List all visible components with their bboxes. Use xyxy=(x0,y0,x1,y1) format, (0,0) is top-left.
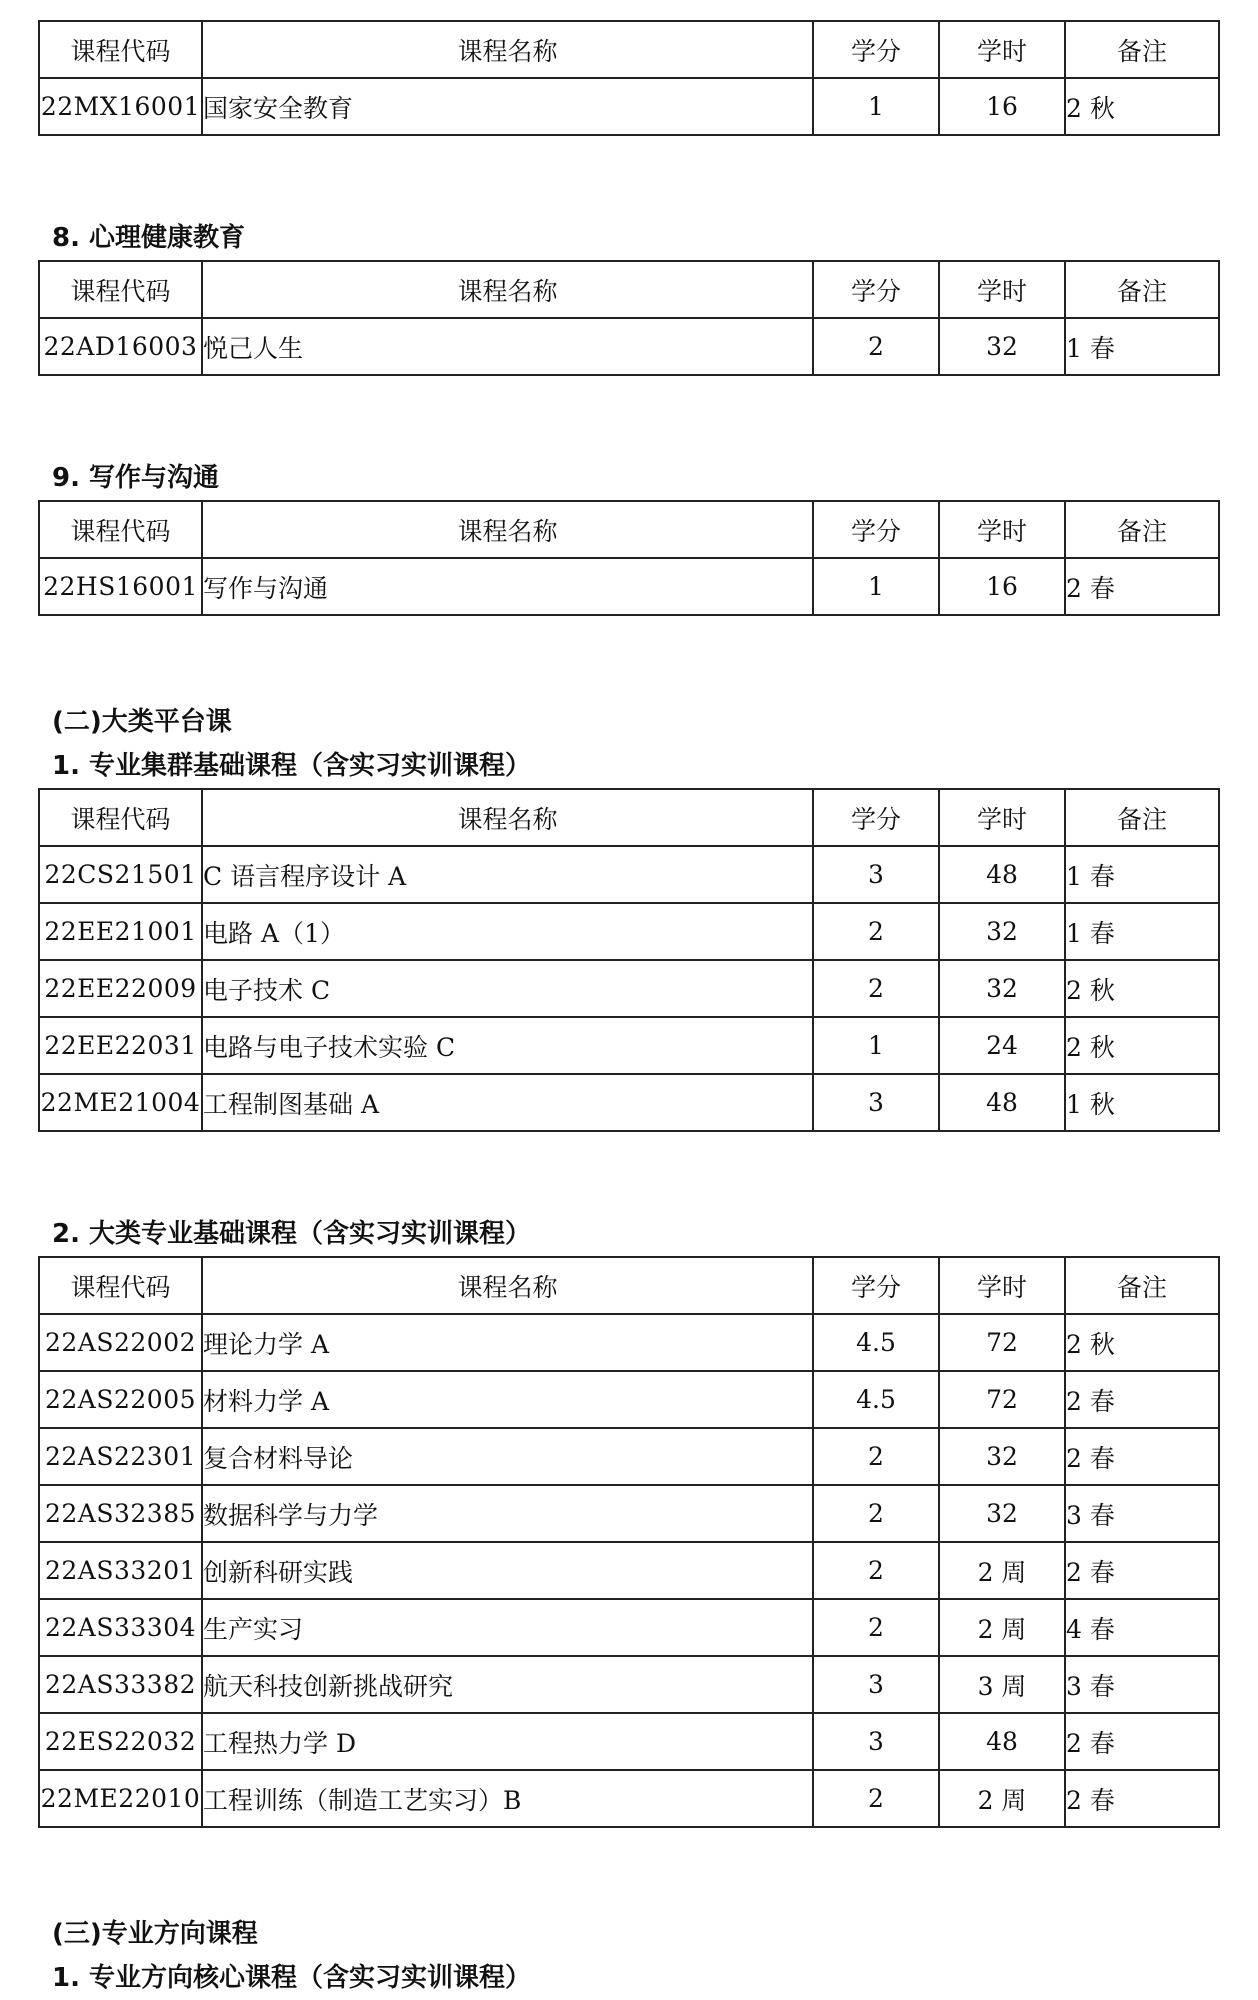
cell-hours: 32 xyxy=(939,903,1065,960)
course-table-mental-health xyxy=(38,260,1220,376)
header-note: 备注 xyxy=(1065,1257,1219,1314)
header-code: 课程代码 xyxy=(39,261,202,318)
table-row xyxy=(39,1428,1219,1485)
header-name: 课程名称 xyxy=(202,1257,813,1314)
cell-credit: 2 xyxy=(813,1428,939,1485)
cell-code: 22AS22301 xyxy=(39,1428,202,1485)
header-name: 课程名称 xyxy=(202,261,813,318)
cell-hours: 32 xyxy=(939,960,1065,1017)
header-hours: 学时 xyxy=(939,261,1065,318)
header-name: 课程名称 xyxy=(202,21,813,78)
cell-note: 1 秋 xyxy=(1065,1074,1219,1131)
header-note: 备注 xyxy=(1065,261,1219,318)
cell-code: 22ME21004 xyxy=(39,1074,202,1131)
cell-note: 2 春 xyxy=(1065,558,1219,615)
cell-code: 22HS16001 xyxy=(39,558,202,615)
cell-code: 22AS32385 xyxy=(39,1485,202,1542)
cell-credit: 2 xyxy=(813,960,939,1017)
header-credit: 学分 xyxy=(813,789,939,846)
cell-hours: 2 周 xyxy=(939,1542,1065,1599)
cell-hours: 16 xyxy=(939,558,1065,615)
header-credit: 学分 xyxy=(813,501,939,558)
header-code: 课程代码 xyxy=(39,789,202,846)
cell-code: 22CS21501 xyxy=(39,846,202,903)
header-credit: 学分 xyxy=(813,261,939,318)
table-row xyxy=(39,1074,1219,1131)
table-row xyxy=(39,1017,1219,1074)
cell-note: 2 春 xyxy=(1065,1371,1219,1428)
cell-note: 1 春 xyxy=(1065,318,1219,375)
cell-note: 2 秋 xyxy=(1065,78,1219,135)
cell-hours: 2 周 xyxy=(939,1770,1065,1827)
cell-credit: 3 xyxy=(813,1074,939,1131)
header-name: 课程名称 xyxy=(202,501,813,558)
cell-name: 生产实习 xyxy=(202,1599,813,1656)
table-header-row xyxy=(39,789,1219,846)
cell-name: 电路与电子技术实验 C xyxy=(202,1017,813,1074)
header-hours: 学时 xyxy=(939,789,1065,846)
cell-name: 工程训练（制造工艺实习）B xyxy=(202,1770,813,1827)
cell-credit: 2 xyxy=(813,1485,939,1542)
cell-name: 创新科研实践 xyxy=(202,1542,813,1599)
cell-credit: 1 xyxy=(813,1017,939,1074)
cell-name: 工程制图基础 A xyxy=(202,1074,813,1131)
table-header-row xyxy=(39,1257,1219,1314)
cell-credit: 3 xyxy=(813,1713,939,1770)
cell-name: 复合材料导论 xyxy=(202,1428,813,1485)
cell-credit: 2 xyxy=(813,318,939,375)
group-heading-major-direction: (三)专业方向课程 xyxy=(52,1919,258,1949)
cell-name: C 语言程序设计 A xyxy=(202,846,813,903)
cell-hours: 3 周 xyxy=(939,1656,1065,1713)
table-row xyxy=(39,1485,1219,1542)
cell-name: 材料力学 A xyxy=(202,1371,813,1428)
cell-name: 工程热力学 D xyxy=(202,1713,813,1770)
table-header-row xyxy=(39,21,1219,78)
cell-code: 22ES22032 xyxy=(39,1713,202,1770)
course-table-national-security xyxy=(38,20,1220,136)
header-hours: 学时 xyxy=(939,21,1065,78)
cell-note: 1 春 xyxy=(1065,846,1219,903)
header-code: 课程代码 xyxy=(39,1257,202,1314)
cell-code: 22ME22010 xyxy=(39,1770,202,1827)
table-row xyxy=(39,1713,1219,1770)
cell-credit: 4.5 xyxy=(813,1314,939,1371)
cell-note: 4 春 xyxy=(1065,1599,1219,1656)
cell-code: 22AD16003 xyxy=(39,318,202,375)
table-row xyxy=(39,960,1219,1017)
header-credit: 学分 xyxy=(813,1257,939,1314)
course-table-major-foundation xyxy=(38,1256,1220,1828)
cell-code: 22AS33201 xyxy=(39,1542,202,1599)
cell-note: 2 秋 xyxy=(1065,1017,1219,1074)
cell-hours: 24 xyxy=(939,1017,1065,1074)
table-row xyxy=(39,1542,1219,1599)
document-page xyxy=(38,20,1218,2000)
header-hours: 学时 xyxy=(939,501,1065,558)
header-note: 备注 xyxy=(1065,21,1219,78)
table-row xyxy=(39,1656,1219,1713)
header-note: 备注 xyxy=(1065,789,1219,846)
table-row xyxy=(39,1314,1219,1371)
cell-code: 22EE22031 xyxy=(39,1017,202,1074)
cell-hours: 48 xyxy=(939,846,1065,903)
cell-hours: 32 xyxy=(939,1485,1065,1542)
cell-hours: 48 xyxy=(939,1074,1065,1131)
cell-code: 22AS22005 xyxy=(39,1371,202,1428)
cell-note: 2 春 xyxy=(1065,1542,1219,1599)
cell-credit: 1 xyxy=(813,78,939,135)
cell-code: 22AS33304 xyxy=(39,1599,202,1656)
cell-credit: 1 xyxy=(813,558,939,615)
cell-hours: 72 xyxy=(939,1371,1065,1428)
cell-hours: 32 xyxy=(939,1428,1065,1485)
table-row xyxy=(39,1770,1219,1827)
cell-name: 理论力学 A xyxy=(202,1314,813,1371)
cell-hours: 2 周 xyxy=(939,1599,1065,1656)
cell-note: 2 秋 xyxy=(1065,1314,1219,1371)
cell-note: 1 春 xyxy=(1065,903,1219,960)
cell-name: 国家安全教育 xyxy=(202,78,813,135)
cell-note: 3 春 xyxy=(1065,1485,1219,1542)
course-table-writing xyxy=(38,500,1220,616)
cell-name: 悦己人生 xyxy=(202,318,813,375)
cell-hours: 72 xyxy=(939,1314,1065,1371)
cell-code: 22EE22009 xyxy=(39,960,202,1017)
cell-name: 航天科技创新挑战研究 xyxy=(202,1656,813,1713)
header-credit: 学分 xyxy=(813,21,939,78)
header-hours: 学时 xyxy=(939,1257,1065,1314)
cell-name: 电子技术 C xyxy=(202,960,813,1017)
section-heading-major-foundation: 2. 大类专业基础课程（含实习实训课程） xyxy=(52,1219,532,1249)
table-row xyxy=(39,1371,1219,1428)
cell-credit: 2 xyxy=(813,1599,939,1656)
header-code: 课程代码 xyxy=(39,501,202,558)
section-heading-direction-core: 1. 专业方向核心课程（含实习实训课程） xyxy=(52,1963,532,1993)
table-row xyxy=(39,846,1219,903)
table-header-row xyxy=(39,501,1219,558)
cell-credit: 3 xyxy=(813,846,939,903)
header-note: 备注 xyxy=(1065,501,1219,558)
table-row xyxy=(39,558,1219,615)
cell-credit: 2 xyxy=(813,1770,939,1827)
table-row xyxy=(39,318,1219,375)
section-heading-cluster-foundation: 1. 专业集群基础课程（含实习实训课程） xyxy=(52,751,532,781)
cell-note: 2 春 xyxy=(1065,1713,1219,1770)
section-heading-writing: 9. 写作与沟通 xyxy=(52,463,220,493)
header-name: 课程名称 xyxy=(202,789,813,846)
cell-hours: 16 xyxy=(939,78,1065,135)
cell-code: 22AS22002 xyxy=(39,1314,202,1371)
cell-code: 22EE21001 xyxy=(39,903,202,960)
cell-hours: 32 xyxy=(939,318,1065,375)
table-header-row xyxy=(39,261,1219,318)
group-heading-platform: (二)大类平台课 xyxy=(52,707,232,737)
header-code: 课程代码 xyxy=(39,21,202,78)
cell-name: 写作与沟通 xyxy=(202,558,813,615)
cell-credit: 2 xyxy=(813,1542,939,1599)
cell-code: 22AS33382 xyxy=(39,1656,202,1713)
section-heading-mental-health: 8. 心理健康教育 xyxy=(52,223,246,253)
cell-note: 2 秋 xyxy=(1065,960,1219,1017)
cell-code: 22MX16001 xyxy=(39,78,202,135)
cell-name: 数据科学与力学 xyxy=(202,1485,813,1542)
cell-hours: 48 xyxy=(939,1713,1065,1770)
cell-credit: 4.5 xyxy=(813,1371,939,1428)
cell-credit: 3 xyxy=(813,1656,939,1713)
cell-credit: 2 xyxy=(813,903,939,960)
table-row xyxy=(39,1599,1219,1656)
cell-name: 电路 A（1） xyxy=(202,903,813,960)
cell-note: 2 春 xyxy=(1065,1428,1219,1485)
cell-note: 3 春 xyxy=(1065,1656,1219,1713)
table-row xyxy=(39,78,1219,135)
table-row xyxy=(39,903,1219,960)
cell-note: 2 春 xyxy=(1065,1770,1219,1827)
course-table-cluster-foundation xyxy=(38,788,1220,1132)
